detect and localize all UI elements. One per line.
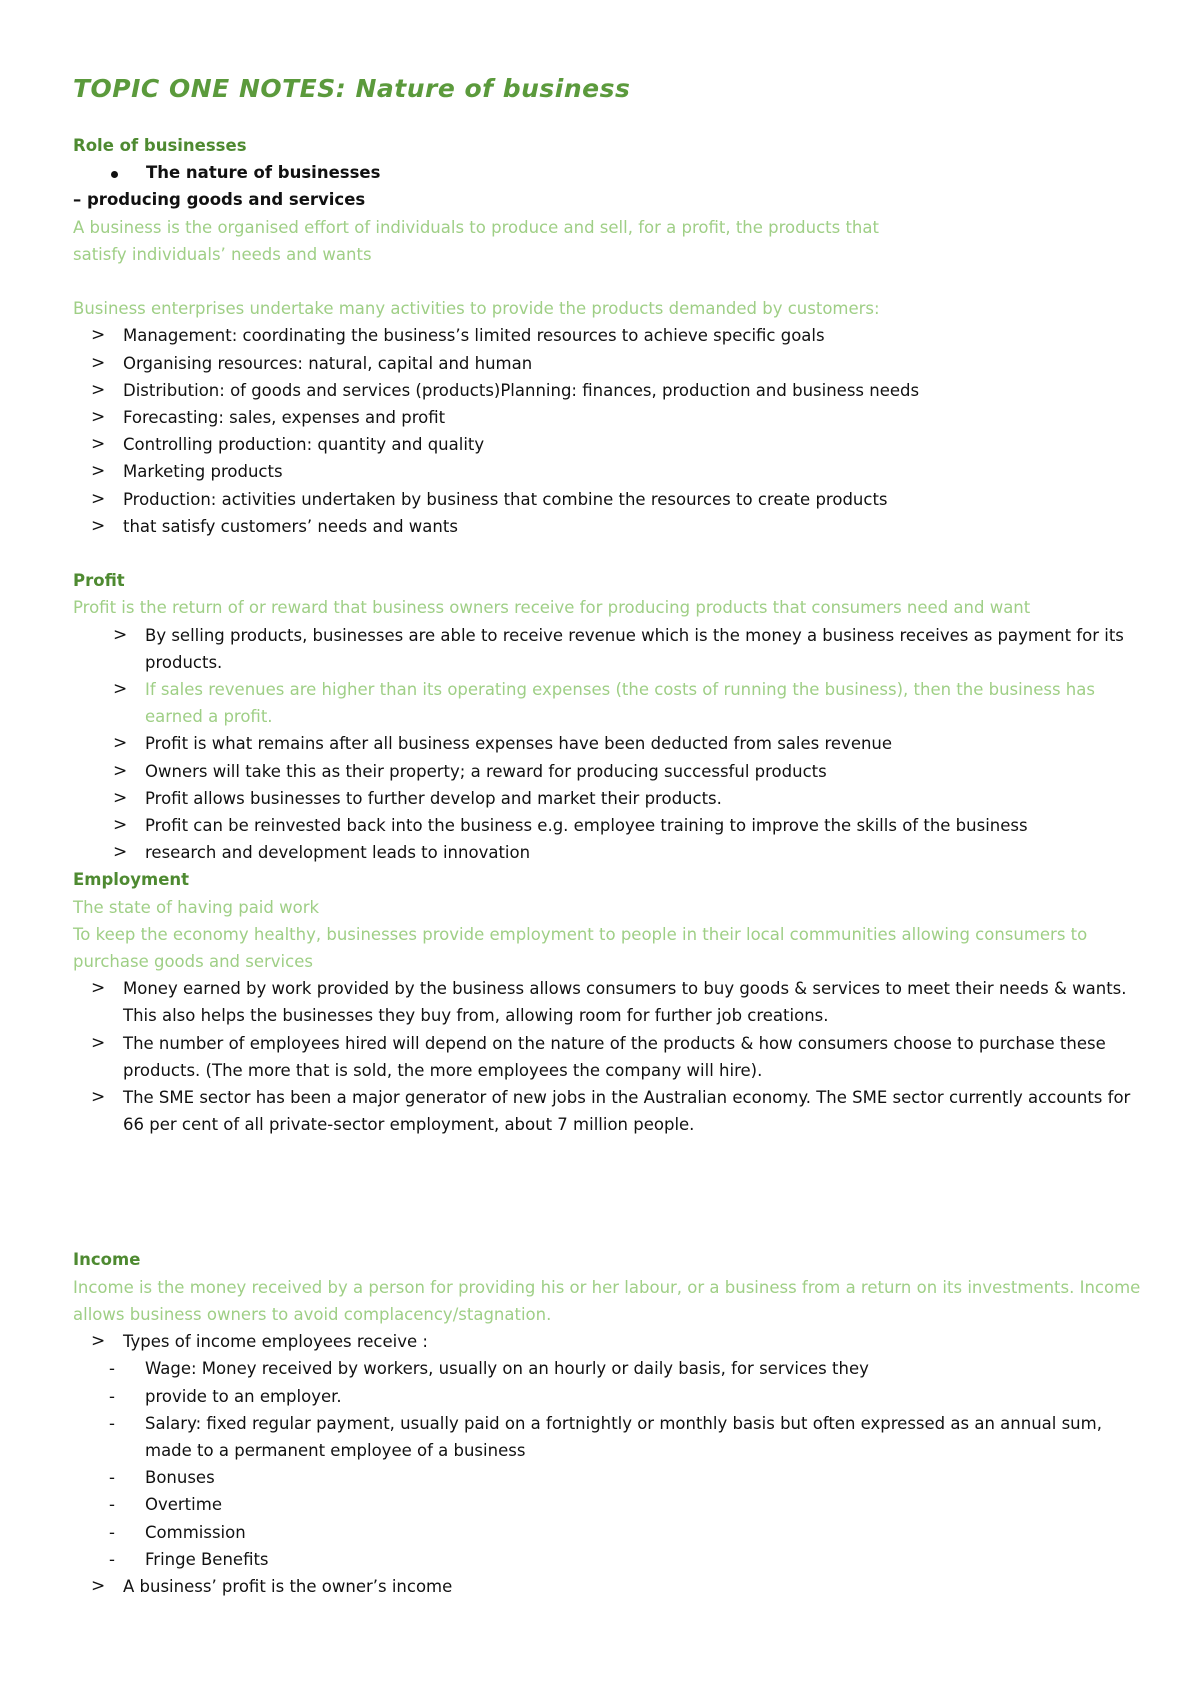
list-item-text: Distribution: of goods and services (products)Planning: finances, production and business needs [123,380,920,400]
list-item-text: Organising resources: natural, capital and human [123,353,533,373]
page-title: TOPIC ONE NOTES: Nature of business [73,74,631,103]
activities-list [73,322,1153,540]
list-item [73,486,1153,513]
section-heading-role: Role of businesses [73,136,247,155]
subheading: – producing goods and services [73,190,366,210]
list-item [73,1546,1153,1573]
dash-bullet-icon: - [109,1413,115,1433]
list-item-text: Forecasting: sales, expenses and profit [123,408,446,428]
list-item [73,785,1153,812]
arrow-bullet-icon: > [91,1087,106,1108]
list-item [73,1410,1153,1464]
arrow-bullet-icon: > [91,461,106,482]
list-item-text: Salary: fixed regular payment, usually paid on a fortnightly or monthly basis but often expressed as an annual sum, made to a permanent employee of a business [145,1413,1102,1460]
list-item [73,839,1153,866]
section-heading-income: Income [73,1250,141,1270]
arrow-bullet-icon: > [91,488,106,509]
list-item-text: The number of employees hired will depend on the nature of the products & how consumers choose to purchase these products. (The more that is sold, the more employees the company will hire). [123,1033,1106,1080]
list-item-text: Production: activities undertaken by business that combine the resources to create products [123,489,888,509]
arrow-bullet-icon: > [113,624,128,645]
list-item [73,513,1153,540]
arrow-bullet-icon: > [113,679,128,700]
arrow-bullet-icon: > [113,733,128,754]
arrow-bullet-icon: > [91,1575,106,1596]
profit-list [73,622,1153,867]
dash-bullet-icon: - [109,1549,115,1569]
list-item [73,1573,1153,1600]
list-item [73,758,1153,785]
arrow-bullet-icon: > [91,379,106,400]
bullet-dot-icon [111,171,118,178]
definition-line: satisfy individuals’ needs and wants [73,244,372,264]
list-item [73,458,1153,485]
list-item-text: By selling products, businesses are able to receive revenue which is the money a business receives as payment for its products. [145,625,1124,672]
dash-bullet-icon: - [109,1522,115,1542]
list-item-text: Wage: Money received by workers, usually on an hourly or daily basis, for services they [145,1359,869,1379]
list-item-text: research and development leads to innovation [145,843,531,863]
list-item [73,1355,1153,1382]
arrow-bullet-icon: > [113,815,128,836]
arrow-bullet-icon: > [91,407,106,428]
list-item-text: provide to an employer. [145,1386,342,1406]
arrow-bullet-icon: > [113,760,128,781]
definition-line: Profit is the return of or reward that business owners receive for producing products that consumers need and want [73,598,1031,618]
context-paragraph: To keep the economy healthy, businesses provide employment to people in their local communities allowing consumers to purchase goods and services [73,924,1088,972]
list-item [73,812,1153,839]
dash-bullet-icon: - [109,1468,115,1488]
document-page [73,72,1153,1600]
list-item [73,350,1153,377]
arrow-bullet-icon: > [91,978,106,999]
section-heading-employment: Employment [73,870,190,890]
definition-paragraph: Income is the money received by a person for providing his or her labour, or a business from a return on its investments. Income allows business owners to avoid complacency/stagnation. [73,1277,1141,1324]
dash-bullet-icon: - [109,1359,115,1379]
list-item [73,622,1153,676]
arrow-bullet-icon: > [91,434,106,455]
arrow-bullet-icon: > [113,787,128,808]
dash-bullet-icon: - [109,1386,115,1406]
arrow-bullet-icon: > [91,352,106,373]
income-types-list [73,1355,1153,1573]
arrow-bullet-icon: > [91,1331,106,1352]
list-item-text: The nature of businesses [146,163,381,183]
list-item-text: that satisfy customers’ needs and wants [123,516,458,536]
list-item-text: Profit can be reinvested back into the business e.g. employee training to improve the skills of the business [145,816,1028,836]
list-item-text: Profit is what remains after all business expenses have been deducted from sales revenue [145,734,893,754]
list-item [73,676,1153,730]
list-item [73,431,1153,458]
list-item [73,1328,1153,1355]
definition-line: A business is the organised effort of individuals to produce and sell, for a profit, the products that [73,217,879,237]
list-item-text: The SME sector has been a major generator of new jobs in the Australian economy. The SME sector currently accounts for 66 per cent of all private-sector employment, about 7 million people. [123,1088,1131,1135]
list-item-text: Overtime [145,1495,222,1515]
list-item-text: Commission [145,1522,246,1542]
list-item [73,322,1153,349]
list-item [73,1030,1153,1084]
section-heading-profit: Profit [73,571,125,591]
list-item-text: Profit allows businesses to further develop and market their products. [145,788,722,808]
arrow-bullet-icon: > [91,515,106,536]
dash-bullet-icon: - [109,1495,115,1515]
list-item-text: Money earned by work provided by the business allows consumers to buy goods & services to meet their needs & wants. This also helps the businesses they buy from, allowing room for further job creations. [123,979,1127,1026]
list-item [73,730,1153,757]
list-item [73,159,1153,186]
definition-line: The state of having paid work [73,897,320,917]
list-item-text: If sales revenues are higher than its operating expenses (the costs of running the business), then the business has earned a profit. [145,680,1095,727]
arrow-bullet-icon: > [91,1032,106,1053]
list-item-text: Owners will take this as their property; a reward for producing successful products [145,761,827,781]
list-item [73,377,1153,404]
list-item-text: A business’ profit is the owner’s income [123,1576,453,1596]
list-item-text: Controlling production: quantity and quality [123,435,485,455]
list-item [73,404,1153,431]
list-item [73,1491,1153,1518]
arrow-bullet-icon: > [91,325,106,346]
list-item [73,1383,1153,1410]
list-item [73,1084,1153,1138]
list-item-text: Types of income employees receive : [123,1332,428,1352]
list-item [73,1464,1153,1491]
list-item-text: Bonuses [145,1468,215,1488]
list-item [73,1519,1153,1546]
list-item-text: Management: coordinating the business’s limited resources to achieve specific goals [123,326,825,346]
employment-list [73,975,1153,1138]
list-item [73,975,1153,1029]
activities-intro: Business enterprises undertake many activities to provide the products demanded by customers: [73,299,880,319]
arrow-bullet-icon: > [113,842,128,863]
list-item-text: Marketing products [123,462,283,482]
list-item-text: Fringe Benefits [145,1549,269,1569]
